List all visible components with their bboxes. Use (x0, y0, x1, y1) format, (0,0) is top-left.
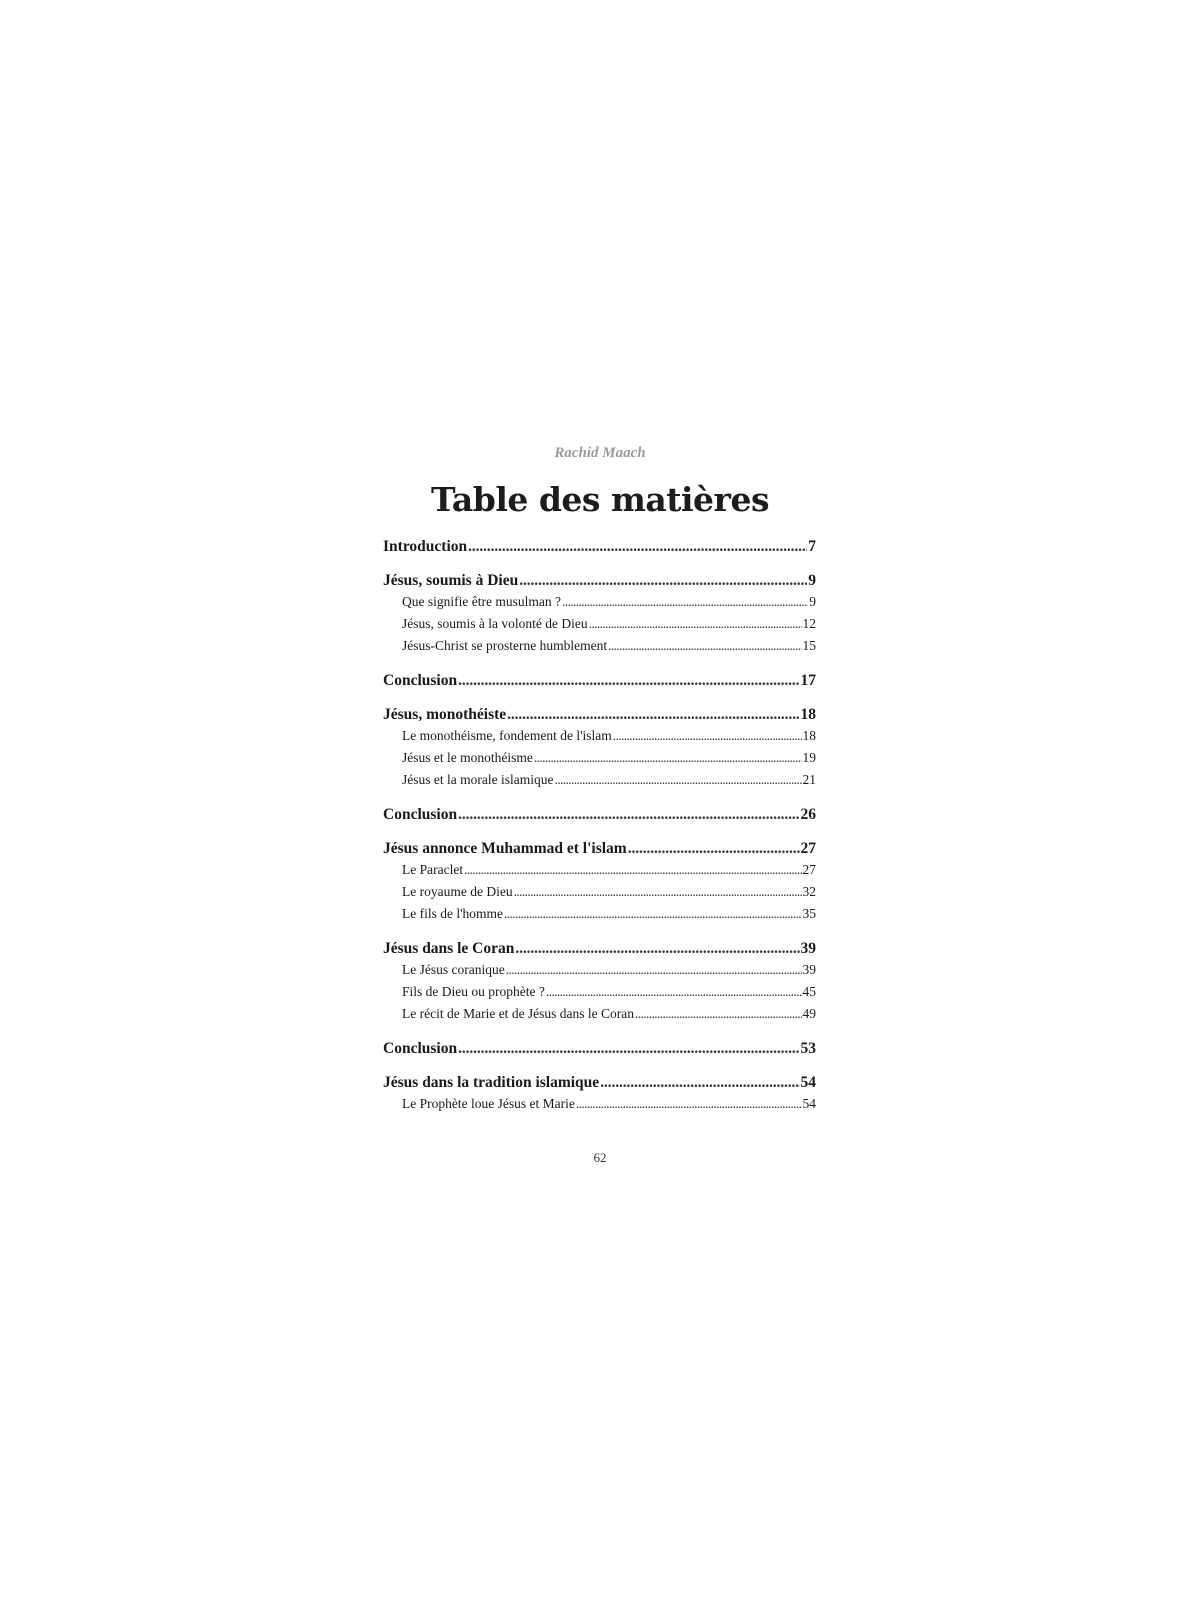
toc-section (383, 728, 816, 750)
toc-entry-page: 54 (800, 1074, 816, 1091)
toc-entry-label: Le récit de Marie et de Jésus dans le Coran (402, 1006, 635, 1021)
toc-entry-page: 35 (802, 906, 816, 921)
dot-leader (504, 906, 801, 922)
toc-entry-label: Le royaume de Dieu (402, 884, 513, 899)
toc-section (383, 884, 816, 906)
toc-entry-label: Le Paraclet (402, 862, 464, 877)
dot-leader (589, 616, 802, 632)
toc-chapter-conclusion-3 (383, 1040, 816, 1062)
toc-entry-page: 27 (800, 840, 816, 857)
toc-entry-label: Le Prophète loue Jésus et Marie (402, 1096, 575, 1111)
dot-leader (628, 840, 800, 858)
toc-entry-page: 53 (800, 1040, 816, 1057)
dot-leader (613, 728, 802, 744)
toc-entry-page: 19 (802, 750, 816, 765)
toc-entry-label: Jésus annonce Muhammad et l'islam (383, 840, 627, 857)
toc-entry-label: Jésus dans la tradition islamique (383, 1074, 600, 1091)
toc-entry-label: Jésus-Christ se prosterne humblement (402, 638, 608, 653)
dot-leader (506, 962, 802, 978)
dot-leader (519, 572, 807, 590)
toc-section (383, 862, 816, 884)
dot-leader (515, 940, 799, 958)
running-head-author: Rachid Maach (554, 445, 646, 461)
dot-leader (600, 1074, 799, 1092)
toc-entry-page: 18 (800, 706, 816, 723)
toc-entry-label: Jésus dans le Coran (383, 940, 515, 957)
toc-section (383, 962, 816, 984)
toc-entry-page: 27 (802, 862, 816, 877)
toc-section (383, 1006, 816, 1028)
toc-chapter-conclusion-1 (383, 672, 816, 694)
toc-entry-page: 45 (802, 984, 816, 999)
toc-chapter-monotheiste (383, 706, 816, 728)
toc-entry-page: 21 (802, 772, 816, 787)
toc-entry-label: Le fils de l'homme (402, 906, 504, 921)
toc-entry-page: 32 (802, 884, 816, 899)
toc-entry-label: Jésus et le monothéisme (402, 750, 533, 765)
toc-entry-page: 26 (800, 806, 816, 823)
toc-chapter-coran (383, 940, 816, 962)
dot-leader (576, 1096, 802, 1112)
table-of-contents (383, 538, 816, 1118)
dot-leader (554, 772, 801, 788)
toc-entry-label: Introduction (383, 538, 468, 555)
toc-entry-page: 9 (808, 572, 816, 589)
toc-section (383, 906, 816, 928)
toc-entry-label: Que signifie être musulman ? (402, 594, 561, 609)
toc-entry-label: Jésus et la morale islamique (402, 772, 554, 787)
toc-section (383, 638, 816, 660)
dot-leader (514, 884, 802, 900)
page-number: 62 (593, 1150, 607, 1165)
toc-entry-page: 9 (809, 594, 816, 609)
toc-section (383, 616, 816, 638)
toc-entry-label: Jésus, soumis à Dieu (383, 572, 519, 589)
toc-entry-page: 17 (800, 672, 816, 689)
toc-entry-label: Jésus, monothéiste (383, 706, 507, 723)
dot-leader (507, 706, 799, 724)
dot-leader (464, 862, 801, 878)
toc-entry-label: Le monothéisme, fondement de l'islam (402, 728, 612, 743)
toc-entry-page: 12 (802, 616, 816, 631)
dot-leader (635, 1006, 801, 1022)
dot-leader (468, 538, 807, 556)
dot-leader (458, 672, 799, 690)
dot-leader (458, 1040, 799, 1058)
toc-entry-page: 15 (802, 638, 816, 653)
toc-chapter-conclusion-2 (383, 806, 816, 828)
toc-entry-page: 39 (802, 962, 816, 977)
dot-leader (458, 806, 799, 824)
toc-section (383, 594, 816, 616)
toc-section (383, 750, 816, 772)
dot-leader (534, 750, 802, 766)
toc-chapter-annonce (383, 840, 816, 862)
toc-entry-page: 7 (808, 538, 816, 555)
toc-chapter-soumis (383, 572, 816, 594)
toc-entry-label: Conclusion (383, 672, 458, 689)
toc-chapter-introduction (383, 538, 816, 560)
toc-section (383, 984, 816, 1006)
toc-entry-label: Jésus, soumis à la volonté de Dieu (402, 616, 588, 631)
toc-entry-page: 49 (802, 1006, 816, 1021)
page-title: Table des matières (430, 480, 770, 519)
dot-leader (608, 638, 801, 654)
toc-entry-page: 54 (802, 1096, 816, 1111)
toc-section (383, 1096, 816, 1118)
toc-entry-label: Conclusion (383, 1040, 458, 1057)
toc-chapter-tradition (383, 1074, 816, 1096)
dot-leader (546, 984, 802, 1000)
toc-entry-page: 18 (802, 728, 816, 743)
dot-leader (562, 594, 808, 610)
toc-entry-label: Fils de Dieu ou prophète ? (402, 984, 545, 999)
toc-entry-label: Le Jésus coranique (402, 962, 505, 977)
toc-entry-page: 39 (800, 940, 816, 957)
toc-entry-label: Conclusion (383, 806, 458, 823)
toc-section (383, 772, 816, 794)
